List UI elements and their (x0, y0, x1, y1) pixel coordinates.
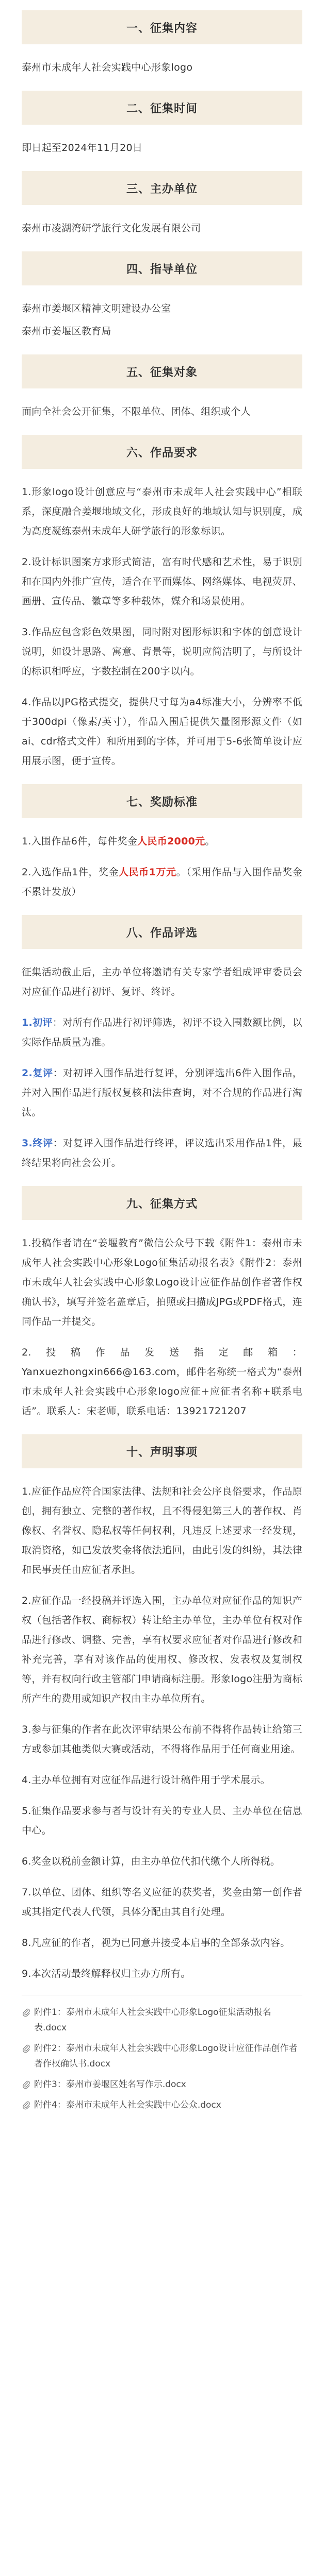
requirement-item: 4.作品以JPG格式提交，提供尺寸每为a4标准大小，分辨率不低于300dpi（像素/英寸），作品入围后提供矢量图形源文件（如ai、cdr格式文件）和所用到的字体，并可用于5-6张简单设计应用展示图，便于宣传。 (22, 697, 302, 767)
attachment-link-4[interactable] (22, 2097, 302, 2113)
section-heading-host: 三、主办单位 (22, 171, 302, 205)
attachment-link-3[interactable] (22, 2077, 302, 2092)
section-heading-statement: 十、声明事项 (22, 1434, 302, 1468)
section-heading-requirements: 六、作品要求 (22, 435, 302, 469)
target-text: 面向全社会公开征集，不限单位、团体、组织或个人 (22, 406, 251, 417)
review-step-2: 2.复评：对初评入围作品进行复评，分别评选出6件入围作品，并对入围作品进行版权复核和法律查询，对不合规的作品进行淘汰。 (22, 1067, 303, 1118)
attachment-link-2[interactable] (22, 2041, 302, 2072)
section-heading-method: 九、征集方式 (22, 1186, 302, 1220)
section-heading-time: 二、征集时间 (22, 91, 302, 125)
statement-item: 7.以单位、团体、组织等名义应征的获奖者，奖金由第一创作者或其指定代表人代领，具体分配由其自行处理。 (22, 1887, 302, 1918)
guide-line-2: 泰州市姜堰区教育局 (22, 326, 111, 337)
method-item: 1.投稿作者请在“姜堰教育”微信公众号下载《附件1：泰州市未成年人社会实践中心形象Logo征集活动报名表》《附件2：泰州市未成年人社会实践中心形象Logo设计应征作品创作者著作权确认书》，填写并签名盖章后，拍照或扫描成JPG或PDF格式，连同作品一并提交。 (22, 1238, 302, 1327)
review-step-label: 2.复评 (22, 1067, 53, 1079)
paperclip-icon (22, 2044, 31, 2053)
guide-line-1: 泰州市姜堰区精神文明建设办公室 (22, 303, 171, 314)
statement-item: 2.应征作品一经投稿并评选入围，主办单位对应征作品的知识产权（包括著作权、商标权）转让给主办单位，主办单位有权对作品进行修改、调整、完善，享有权要求应征者对作品进行修改和补充完善，享有对该作品的使用权、修改权、发表权及复制权等，并有权向行政主管部门申请商标注册。形象logo注册为商标所产生的费用或知识产权由主办单位所有。 (22, 1595, 302, 1704)
paperclip-icon (22, 2100, 31, 2110)
review-step-1: 1.初评：对所有作品进行初评筛选，初评不设入围数额比例，以实际作品质量为准。 (22, 1017, 302, 1048)
review-step-label: 3.终评 (22, 1138, 53, 1149)
paperclip-icon (22, 2080, 31, 2089)
award-amount-1: 人民币2000元 (137, 836, 205, 847)
review-intro: 征集活动截止后，主办单位将邀请有关专家学者组成评审委员会对应征作品进行初评、复评、终评。 (22, 967, 302, 997)
award-amount-2: 人民币1万元 (119, 867, 176, 878)
section-heading-awards: 七、奖励标准 (22, 784, 302, 818)
section-heading-guide: 四、指导单位 (22, 251, 302, 285)
section-heading-content: 一、征集内容 (22, 10, 302, 44)
attachment-list (22, 1995, 302, 2113)
statement-item: 5.征集作品要求参与者与设计有关的专业人员、主办单位在信息中心。 (22, 1805, 302, 1836)
statement-item: 6.奖金以税前金额计算，由主办单位代扣代缴个人所得税。 (22, 1856, 281, 1867)
statement-item: 8.凡应征的作者，视为已同意并接受本启事的全部条款内容。 (22, 1937, 290, 1948)
paperclip-icon (22, 2008, 31, 2017)
section-heading-review: 八、作品评选 (22, 915, 302, 949)
content-text: 泰州市未成年人社会实践中心形象logo (22, 62, 193, 73)
award-item-2: 2.入选作品1件，奖金人民币1万元。（采用作品与入围作品奖金不累计发放） (22, 867, 302, 897)
award-item-1: 1.入围作品6件，每件奖金人民币2000元。 (22, 836, 215, 847)
statement-item: 9.本次活动最终解释权归主办方所有。 (22, 1968, 191, 1979)
requirement-item: 2.设计标识图案方求形式简洁，富有时代感和艺术性，易于识别和在国内外推广宣传，适合在平面媒体、网络媒体、电视荧屏、画册、宣传品、徽章等多种载体，媒介和场景使用。 (22, 556, 302, 607)
method-item: 2.投稿作品发送指定邮箱：Yanxuezhongxin666@163.com，邮件名称统一格式为“泰州市未成年人社会实践中心形象logo应征+应征者名称+联系电话”。联系人：宋老师，联系电话：13921721207 (22, 1347, 302, 1417)
review-step-3: 3.终评：对复评入围作品进行终评，评议选出采用作品1件，最终结果将向社会公开。 (22, 1138, 303, 1168)
requirement-item: 3.作品应包含彩色效果图，同时附对图形标识和字体的创意设计说明，如设计思路、寓意、背景等，说明应简洁明了，与所设计的标识相呼应，字数控制在200字以内。 (22, 626, 302, 677)
attachment-name[interactable]: 附件3：泰州市姜堰区姓名写作示.docx (34, 2079, 186, 2090)
section-heading-target: 五、征集对象 (22, 354, 302, 388)
attachment-name[interactable]: 附件2：泰州市未成年人社会实践中心形象Logo设计应征作品创作者著作权确认书.docx (34, 2043, 298, 2069)
statement-item: 3.参与征集的作者在此次评审结果公布前不得将作品转让给第三方或参加其他类似大赛或活动，不得将作品用于任何商业用途。 (22, 1724, 302, 1755)
requirement-item: 1.形象logo设计创意应与“泰州市未成年人社会实践中心”相联系，深度融合姜堰地域文化，形成良好的地域认知与识别度，成为高度凝练泰州未成年人研学旅行的形象标识。 (22, 486, 302, 537)
attachment-name[interactable]: 附件4：泰州市未成年人社会实践中心公众.docx (34, 2100, 221, 2110)
statement-item: 4.主办单位拥有对应征作品进行设计稿件用于学术展示。 (22, 1774, 270, 1786)
time-text: 即日起至2024年11月20日 (22, 142, 143, 154)
host-text: 泰州市凌湖湾研学旅行文化发展有限公司 (22, 223, 201, 234)
review-step-label: 1.初评 (22, 1017, 53, 1028)
attachment-name[interactable]: 附件1：泰州市未成年人社会实践中心形象Logo征集活动报名表.docx (34, 2007, 271, 2033)
attachment-link-1[interactable] (22, 2005, 302, 2036)
statement-item: 1.应征作品应符合国家法律、法规和社会公序良俗要求，作品原创，拥有独立、完整的著作权，且不得侵犯第三人的著作权、肖像权、名誉权、隐私权等任何权利，凡违反上述要求一经发现，取消资格，如已发放奖金将依法追回，由此引发的纠纷，其法律和民事责任由应征者承担。 (22, 1486, 302, 1575)
